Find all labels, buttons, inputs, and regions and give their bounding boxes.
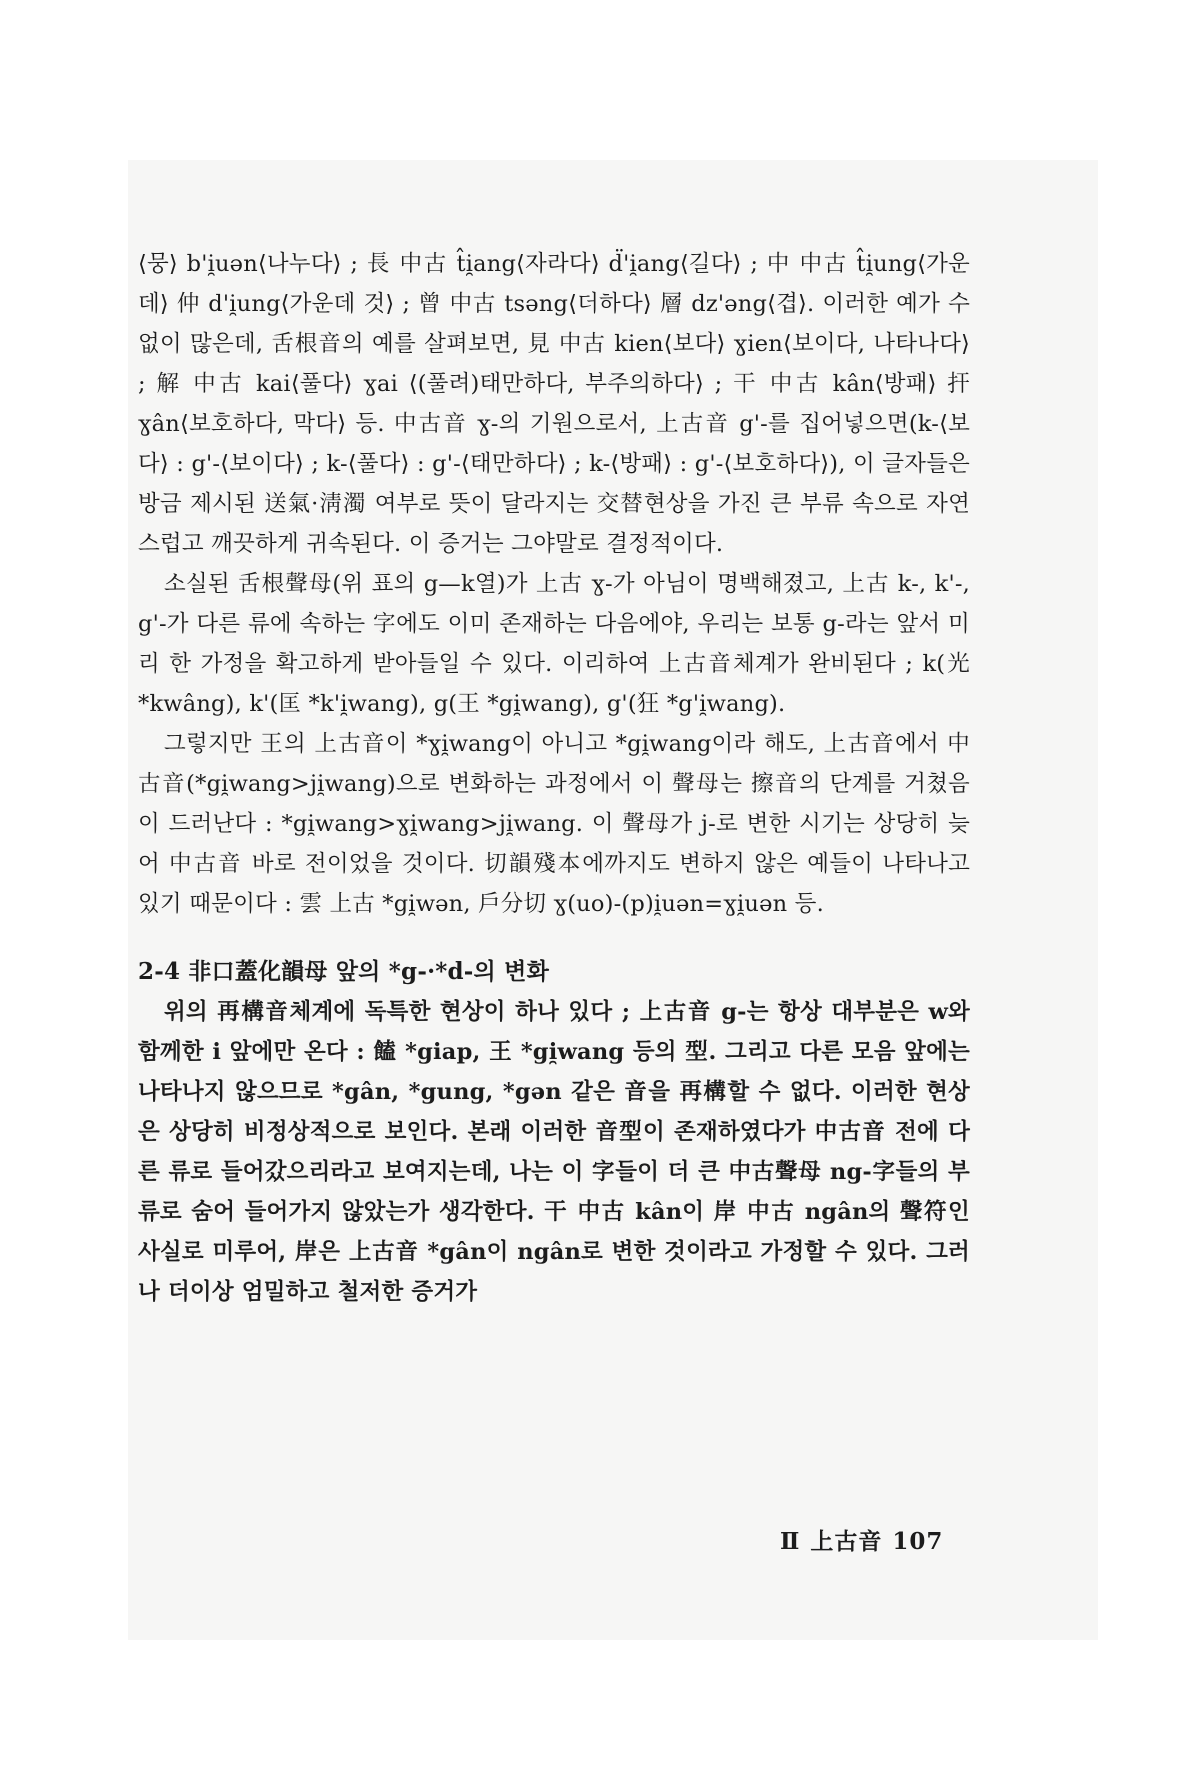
- page-number: 107: [892, 1528, 944, 1555]
- section-heading: 2-4 非口蓋化韻母 앞의 *g-·*d-의 변화: [138, 958, 549, 985]
- page-footer: [780, 1523, 953, 1556]
- body-paragraph-1: ⟨뭉⟩ b'i̯uən⟨나누다⟩ ; 長 中古 t̂i̯ang⟨자라다⟩ d̈'i̯ang⟨길다⟩ ; 中 中古 t̂i̯ung⟨가운데⟩ 仲 d'i̯ung⟨가운데 것⟩ ; 曾 中古 tsəng⟨더하다⟩ 層 dz'əng⟨겹⟩. 이러한 예가 수없이 많은데, 舌根音의 예를 살펴보면, 見 中古 kien⟨보다⟩ ɣien⟨보이다, 나타나다⟩ ; 解 中古 kai⟨풀다⟩ ɣai ⟨(풀려)태만하다, 부주의하다⟩ ; 干 中古 kân⟨방패⟩ 扞 ɣân⟨보호하다, 막다⟩ 등. 中古音 ɣ-의 기원으로서, 上古音 g'-를 집어넣으면(k-⟨보다⟩ : g'-⟨보이다⟩ ; k-⟨풀다⟩ : g'-⟨태만하다⟩ ; k-⟨방패⟩ : g'-⟨보호하다⟩), 이 글자들은 방금 제시된 送氣·淸濁 여부로 뜻이 달라지는 交替현상을 가진 큰 부류 속으로 자연스럽고 깨끗하게 귀속된다. 이 증거는 그야말로 결정적이다.: [138, 251, 970, 557]
- chapter-number: Ⅱ: [780, 1528, 801, 1555]
- body-paragraph-4: 위의 再構音체계에 독특한 현상이 하나 있다 ; 上古音 g-는 항상 대부분은 w와 함께한 i 앞에만 온다 : 饁 *giap, 王 *gi̯wang 등의 型. 그리고 다른 모음 앞에는 나타나지 않으므로 *gân, *gung, *gən 같은 音을 再構할 수 없다. 이러한 현상은 상당히 비정상적으로 보인다. 본래 이러한 音型이 존재하였다가 中古音 전에 다른 류로 들어갔으리라고 보여지는데, 나는 이 字들이 더 큰 中古聲母 ng-字들의 부류로 숨어 들어가지 않았는가 생각한다. 干 中古 kân이 岸 中古 ngân의 聲符인 사실로 미루어, 岸은 上古音 *gân이 ngân로 변한 것이라고 가정할 수 있다. 그러나 더이상 엄밀하고 철저한 증거가: [138, 999, 970, 1305]
- page-content: [138, 244, 970, 1312]
- chapter-title: 上古音: [810, 1528, 883, 1555]
- section-body: [138, 992, 970, 1312]
- body-paragraph-2: 소실된 舌根聲母(위 표의 g—k열)가 上古 ɣ-가 아님이 명백해졌고, 上古 k-, k'-, g'-가 다른 류에 속하는 字에도 이미 존재하는 다음에야, 우리는 보통 g-라는 앞서 미리 한 가정을 확고하게 받아들일 수 있다. 이리하여 上古音체계가 완비된다 ; k(光 *kwâng), k'(匡 *k'i̯wang), g(王 *gi̯wang), g'(狂 *g'i̯wang).: [138, 571, 970, 717]
- body-paragraph-3: 그렇지만 王의 上古音이 *ɣi̯wang이 아니고 *gi̯wang이라 해도, 上古音에서 中古音(*gi̯wang>ji̯wang)으로 변화하는 과정에서 이 聲母는 擦音의 단계를 거쳤음이 드러난다 : *gi̯wang>ɣi̯wang>ji̯wang. 이 聲母가 j-로 변한 시기는 상당히 늦어 中古音 바로 전이었을 것이다. 切韻殘本에까지도 변하지 않은 예들이 나타나고 있기 때문이다 : 雲 上古 *gi̯wən, 戶分切 ɣ(uo)-(p)i̯uən=ɣi̯uən 등.: [138, 731, 970, 917]
